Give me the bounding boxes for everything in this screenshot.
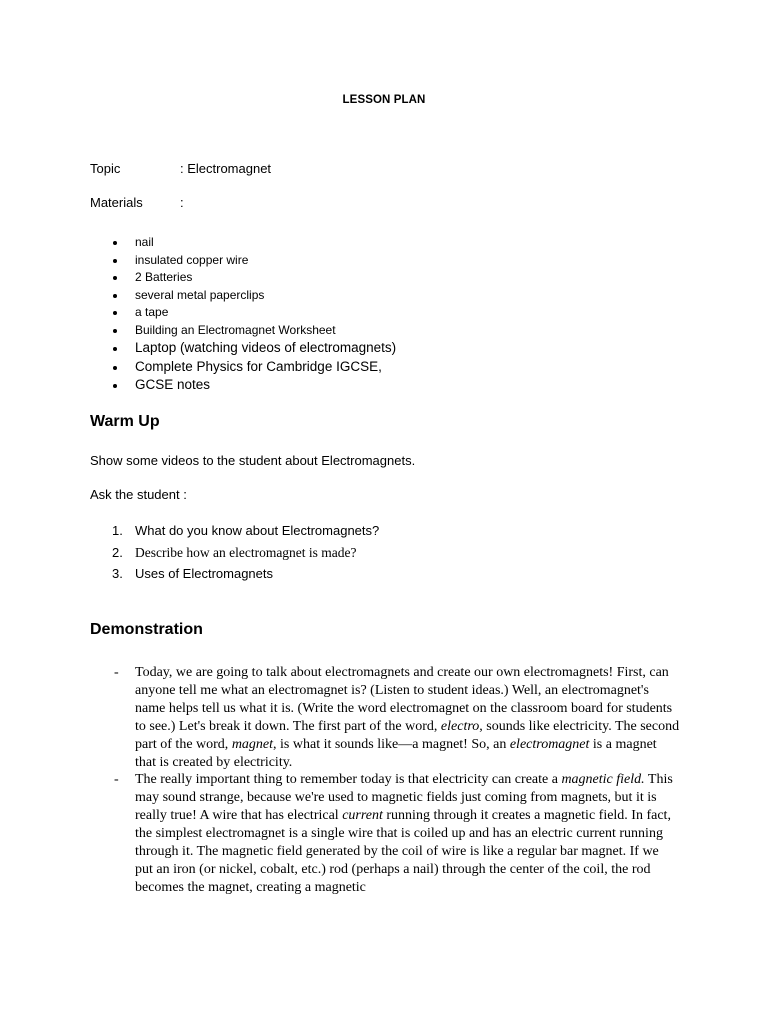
demo-text: , is what it sounds like—a magnet! So, an: [273, 736, 510, 752]
bullet-icon: [113, 276, 117, 280]
list-item: [90, 376, 690, 395]
list-item: [90, 339, 690, 358]
list-item: [90, 358, 690, 377]
materials-value: :: [180, 195, 184, 210]
list-item: [90, 520, 379, 542]
demo-text: Today, we are going to talk about electromagnets and create our own electromagnets! First, can anyone tell me what an electromagnet is? (Listen to student ideas.) Well, an electromagnet's name helps tell us what it is. (Write the word electromagnet on the classroom board for students to see.) Let's break it down. The first part of the word,: [135, 665, 673, 734]
list-number: 1.: [112, 523, 123, 538]
topic-label: Topic: [90, 161, 121, 176]
bullet-icon: [113, 241, 117, 245]
list-item-text: 2 Batteries: [135, 270, 193, 284]
list-number: 3.: [112, 566, 123, 581]
list-item: [90, 234, 690, 252]
list-item: [90, 322, 690, 340]
materials-label: Materials: [90, 195, 143, 210]
dash-bullet: -: [114, 665, 119, 680]
list-item-text: nail: [135, 235, 154, 249]
demo-emphasis: electromagnet: [509, 736, 590, 752]
bullet-icon: [113, 294, 117, 298]
list-number: 2.: [112, 544, 123, 560]
demo-emphasis: magnet: [231, 736, 274, 752]
page-title: LESSON PLAN: [342, 94, 426, 106]
warmup-heading: Warm Up: [90, 413, 160, 430]
bullet-icon: [113, 329, 117, 333]
list-item-text: Building an Electromagnet Worksheet: [135, 322, 336, 337]
list-item-text: Complete Physics for Cambridge IGCSE,: [135, 358, 382, 374]
list-item: [90, 269, 690, 287]
bullet-icon: [113, 384, 117, 388]
list-item: [90, 252, 690, 270]
demo-text: is a magnet that is created by electricity.: [135, 736, 657, 770]
materials-list: [90, 234, 690, 395]
question-text: Describe how an electromagnet is made?: [135, 544, 357, 560]
demo-text: running through it creates a magnetic field. In fact, the simplest electromagnet is a single wire that is coiled up and has an electric current running through it. The magnetic field generated by the coil of wire is like a regular bar magnet. If we put an iron (or nickel, cobalt, etc.) rod (perhaps a nail) through the center of the coil, the rod becomes the magnet, creating a magnetic: [135, 808, 671, 895]
question-text: Uses of Electromagnets: [135, 566, 274, 581]
warmup-text: Show some videos to the student about Electromagnets.: [90, 453, 416, 468]
list-item-text: several metal paperclips: [135, 287, 265, 302]
list-item-text: GCSE notes: [135, 377, 211, 392]
demo-emphasis: electro: [440, 718, 480, 734]
list-item-text: insulated copper wire: [135, 252, 249, 267]
bullet-icon: [113, 347, 117, 351]
bullet-icon: [113, 259, 117, 263]
topic-value: : Electromagnet: [180, 161, 272, 176]
ask-text: Ask the student :: [90, 487, 187, 502]
demo-text: , sounds like electricity. The second part of the word,: [135, 718, 680, 752]
list-item-text: a tape: [135, 305, 169, 319]
list-item: [90, 664, 680, 771]
demo-list: [90, 664, 690, 897]
list-item: [90, 542, 379, 564]
dash-bullet: -: [114, 772, 119, 788]
bullet-icon: [113, 366, 117, 370]
demo-text: This may sound strange, because we're used to magnetic fields just coming from magnets, but it is really true! A wire that has electrical: [135, 772, 673, 824]
demo-heading: Demonstration: [90, 621, 203, 638]
list-item: [90, 287, 690, 305]
list-item: [90, 771, 680, 896]
question-text: What do you know about Electromagnets?: [135, 523, 380, 538]
demo-emphasis: magnetic field.: [561, 772, 645, 788]
questions-list: [90, 520, 379, 585]
list-item-text: Laptop (watching videos of electromagnets): [135, 340, 397, 355]
bullet-icon: [113, 311, 117, 315]
materials-field: [90, 195, 184, 210]
demo-emphasis: current: [342, 808, 383, 824]
demo-text: The really important thing to remember today is that electricity can create a: [135, 772, 562, 788]
topic-field: [90, 161, 271, 176]
list-item: [90, 563, 379, 585]
list-item: [90, 304, 690, 322]
